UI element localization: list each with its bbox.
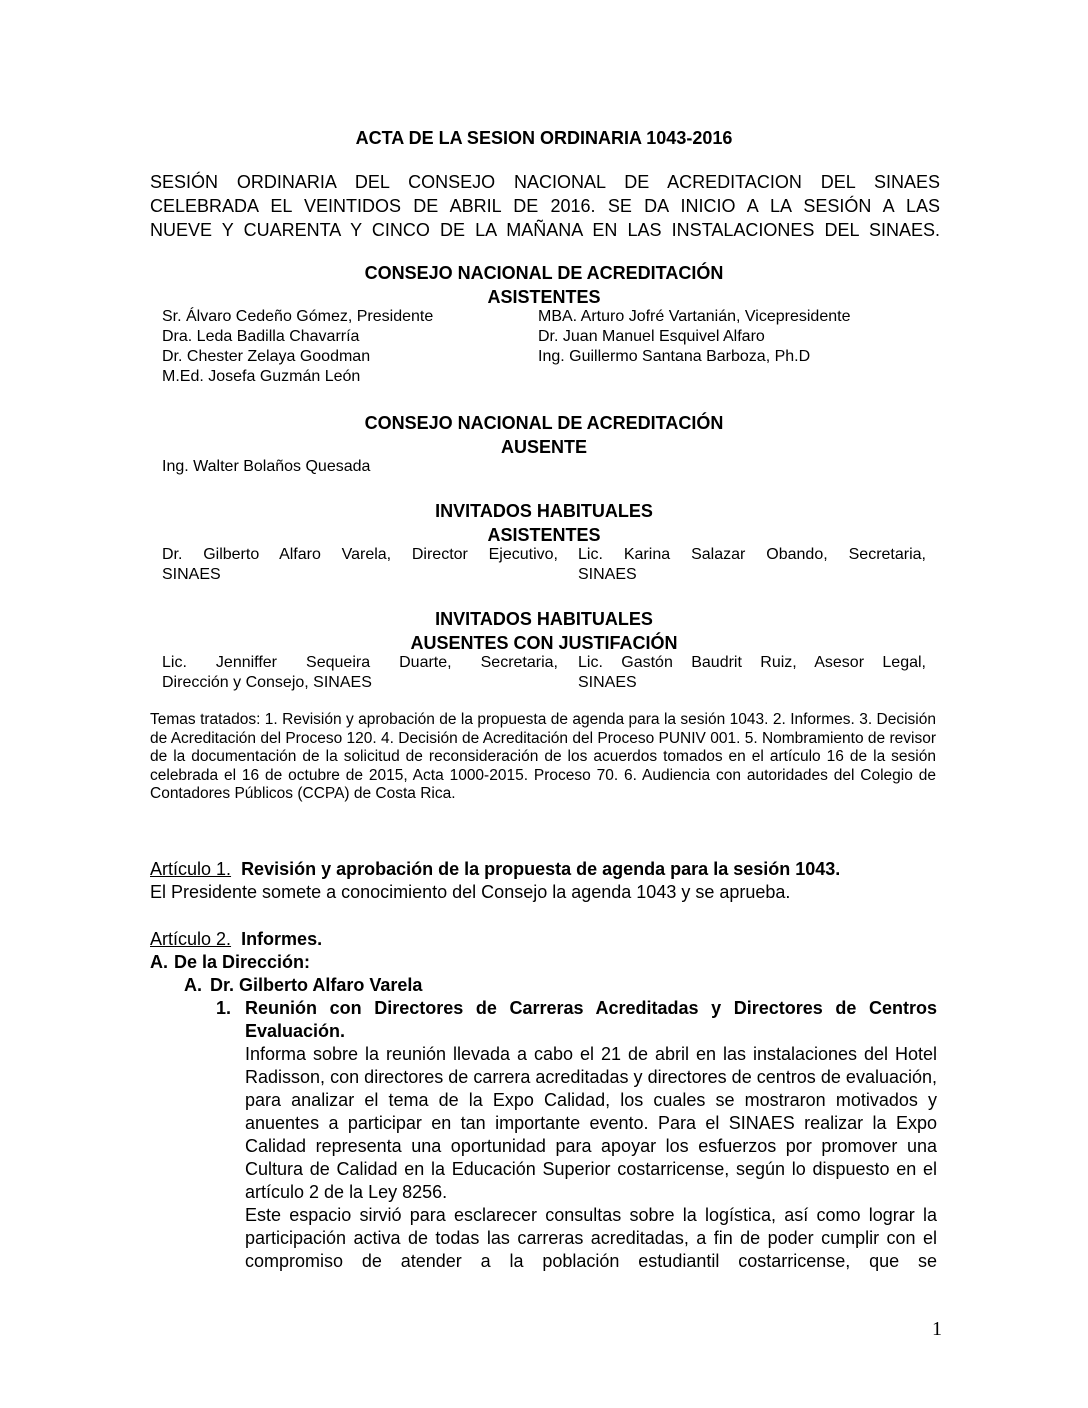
section-heading: INVITADOS HABITUALES xyxy=(435,609,653,629)
subsection-a xyxy=(150,951,310,974)
attendee-name: Dr. Juan Manuel Esquivel Alfaro xyxy=(538,328,765,345)
attendee-name: MBA. Arturo Jofré Vartanián, Vicepresidente xyxy=(538,308,851,325)
article-label: Artículo 2. xyxy=(150,929,232,949)
attendee-name: Sr. Álvaro Cedeño Gómez, Presidente xyxy=(162,308,434,325)
subsection-a-person xyxy=(184,974,422,997)
attendees-right-column xyxy=(538,307,850,367)
section-heading-guests-absent xyxy=(0,607,1088,655)
section-subheading: ASISTENTES xyxy=(487,287,601,307)
article-2-heading xyxy=(150,928,940,951)
intro-line: CELEBRADA EL VEINTIDOS DE ABRIL DE 2016. SE DA INICIO A LA SESIÓN A LAS xyxy=(150,196,940,216)
document-title: ACTA DE LA SESION ORDINARIA 1043-2016 xyxy=(355,128,733,148)
guest-right xyxy=(578,545,926,585)
absent-guest-right xyxy=(578,653,926,693)
item-heading-line: Reunión con Directores de Carreras Acreditadas y Directores de Centros xyxy=(245,998,937,1018)
article-label: Artículo 1. xyxy=(150,859,232,879)
session-intro xyxy=(150,170,940,242)
guest-line: SINAES xyxy=(162,566,221,583)
guest-line: Lic. Gastón Baudrit Ruiz, Asesor Legal, xyxy=(578,654,926,671)
section-heading: INVITADOS HABITUALES xyxy=(435,501,653,521)
attendee-name: Dra. Leda Badilla Chavarría xyxy=(162,328,360,345)
attendee-name: Dr. Chester Zelaya Goodman xyxy=(162,348,371,365)
subsection-title: De la Dirección: xyxy=(174,952,311,972)
section-heading-council-absent xyxy=(0,411,1088,459)
guest-line: SINAES xyxy=(578,674,637,691)
list-marker: A. xyxy=(150,952,168,972)
absent-name: Ing. Walter Bolaños Quesada xyxy=(162,458,371,475)
article-1 xyxy=(150,858,940,904)
attendee-name: Ing. Guillermo Santana Barboza, Ph.D xyxy=(538,348,811,365)
guest-line: SINAES xyxy=(578,566,637,583)
guest-line: Lic. Karina Salazar Obando, Secretaria, xyxy=(578,546,926,563)
item-heading-line: Evaluación. xyxy=(245,1021,346,1041)
guest-line: Dirección y Consejo, SINAES xyxy=(162,674,372,691)
guest-line: Dr. Gilberto Alfaro Varela, Director Ejecutivo, xyxy=(162,546,558,563)
item-1-paragraph-1: Informa sobre la reunión llevada a cabo el 21 de abril en las instalaciones del Hotel Radisson, con directores de carrera acreditadas y directores de centros de evaluación, para analizar el tema de la Expo Calidad, los cuales se mostraron motivados y anuentes a participar en tan importante evento. Para el SINAES realizar la Expo Calidad representa una oportunidad para apoyar los esfuerzos por promover una Cultura de Calidad en la Educación Superior costarricense, según lo dispuesto en el artículo 2 de la Ley 8256. xyxy=(245,1044,937,1202)
guest-line: Lic. Jenniffer Sequeira Duarte, Secretaria, xyxy=(162,654,558,671)
guest-left xyxy=(162,545,558,585)
intro-line: SESIÓN ORDINARIA DEL CONSEJO NACIONAL DE ACREDITACION DEL SINAES xyxy=(150,172,940,192)
section-heading: CONSEJO NACIONAL DE ACREDITACIÓN xyxy=(364,263,724,283)
topics-paragraph: Temas tratados: 1. Revisión y aprobación de la propuesta de agenda para la sesión 1043. 2. Informes. 3. Decisión de Acreditación del Proceso 120. 4. Decisión de Acreditación del Proceso PUNIV 001. 5. Nombramiento de revisor de la documentación de la solicitud de reconsideración de los acuerdos tomados en el artículo 16 de la sesión celebrada el 16 de octubre de 2015, Acta 1000-2015. Proceso 70. 6. Audiencia con autoridades del Colegio de Contadores Públicos (CCPA) de Costa Rica. xyxy=(150,711,936,802)
section-subheading: AUSENTE xyxy=(500,437,587,457)
article-title: Informes. xyxy=(241,929,323,949)
attendee-name: M.Ed. Josefa Guzmán León xyxy=(162,368,361,385)
subsection-title: Dr. Gilberto Alfaro Varela xyxy=(210,975,423,995)
list-marker: A. xyxy=(184,975,202,995)
article-2 xyxy=(150,928,940,951)
item-1-marker: 1. xyxy=(216,998,232,1018)
article-title: Revisión y aprobación de la propuesta de agenda para la sesión 1043. xyxy=(241,859,841,879)
section-subheading: ASISTENTES xyxy=(487,525,601,545)
attendees-left-column xyxy=(162,307,433,387)
section-subheading: AUSENTES CON JUSTIFACIÓN xyxy=(410,633,678,653)
article-1-heading xyxy=(150,858,940,881)
item-1-heading xyxy=(245,997,937,1043)
article-body: El Presidente somete a conocimiento del Consejo la agenda 1043 y se aprueba. xyxy=(150,882,791,902)
section-heading-guests xyxy=(0,499,1088,547)
intro-line: NUEVE Y CUARENTA Y CINCO DE LA MAÑANA EN LAS INSTALACIONES DEL SINAES. xyxy=(150,220,940,240)
absent-column xyxy=(162,457,370,477)
section-heading: CONSEJO NACIONAL DE ACREDITACIÓN xyxy=(364,413,724,433)
item-1-paragraph-2: Este espacio sirvió para esclarecer consultas sobre la logística, así como lograr la participación activa de todas las carreras acreditadas, a fin de poder cumplir con el compromiso de atender a la población estudiantil costarricense, que se xyxy=(245,1205,937,1271)
page-number: 1 xyxy=(932,1318,942,1340)
absent-guest-left xyxy=(162,653,558,693)
section-heading-council xyxy=(0,261,1088,309)
